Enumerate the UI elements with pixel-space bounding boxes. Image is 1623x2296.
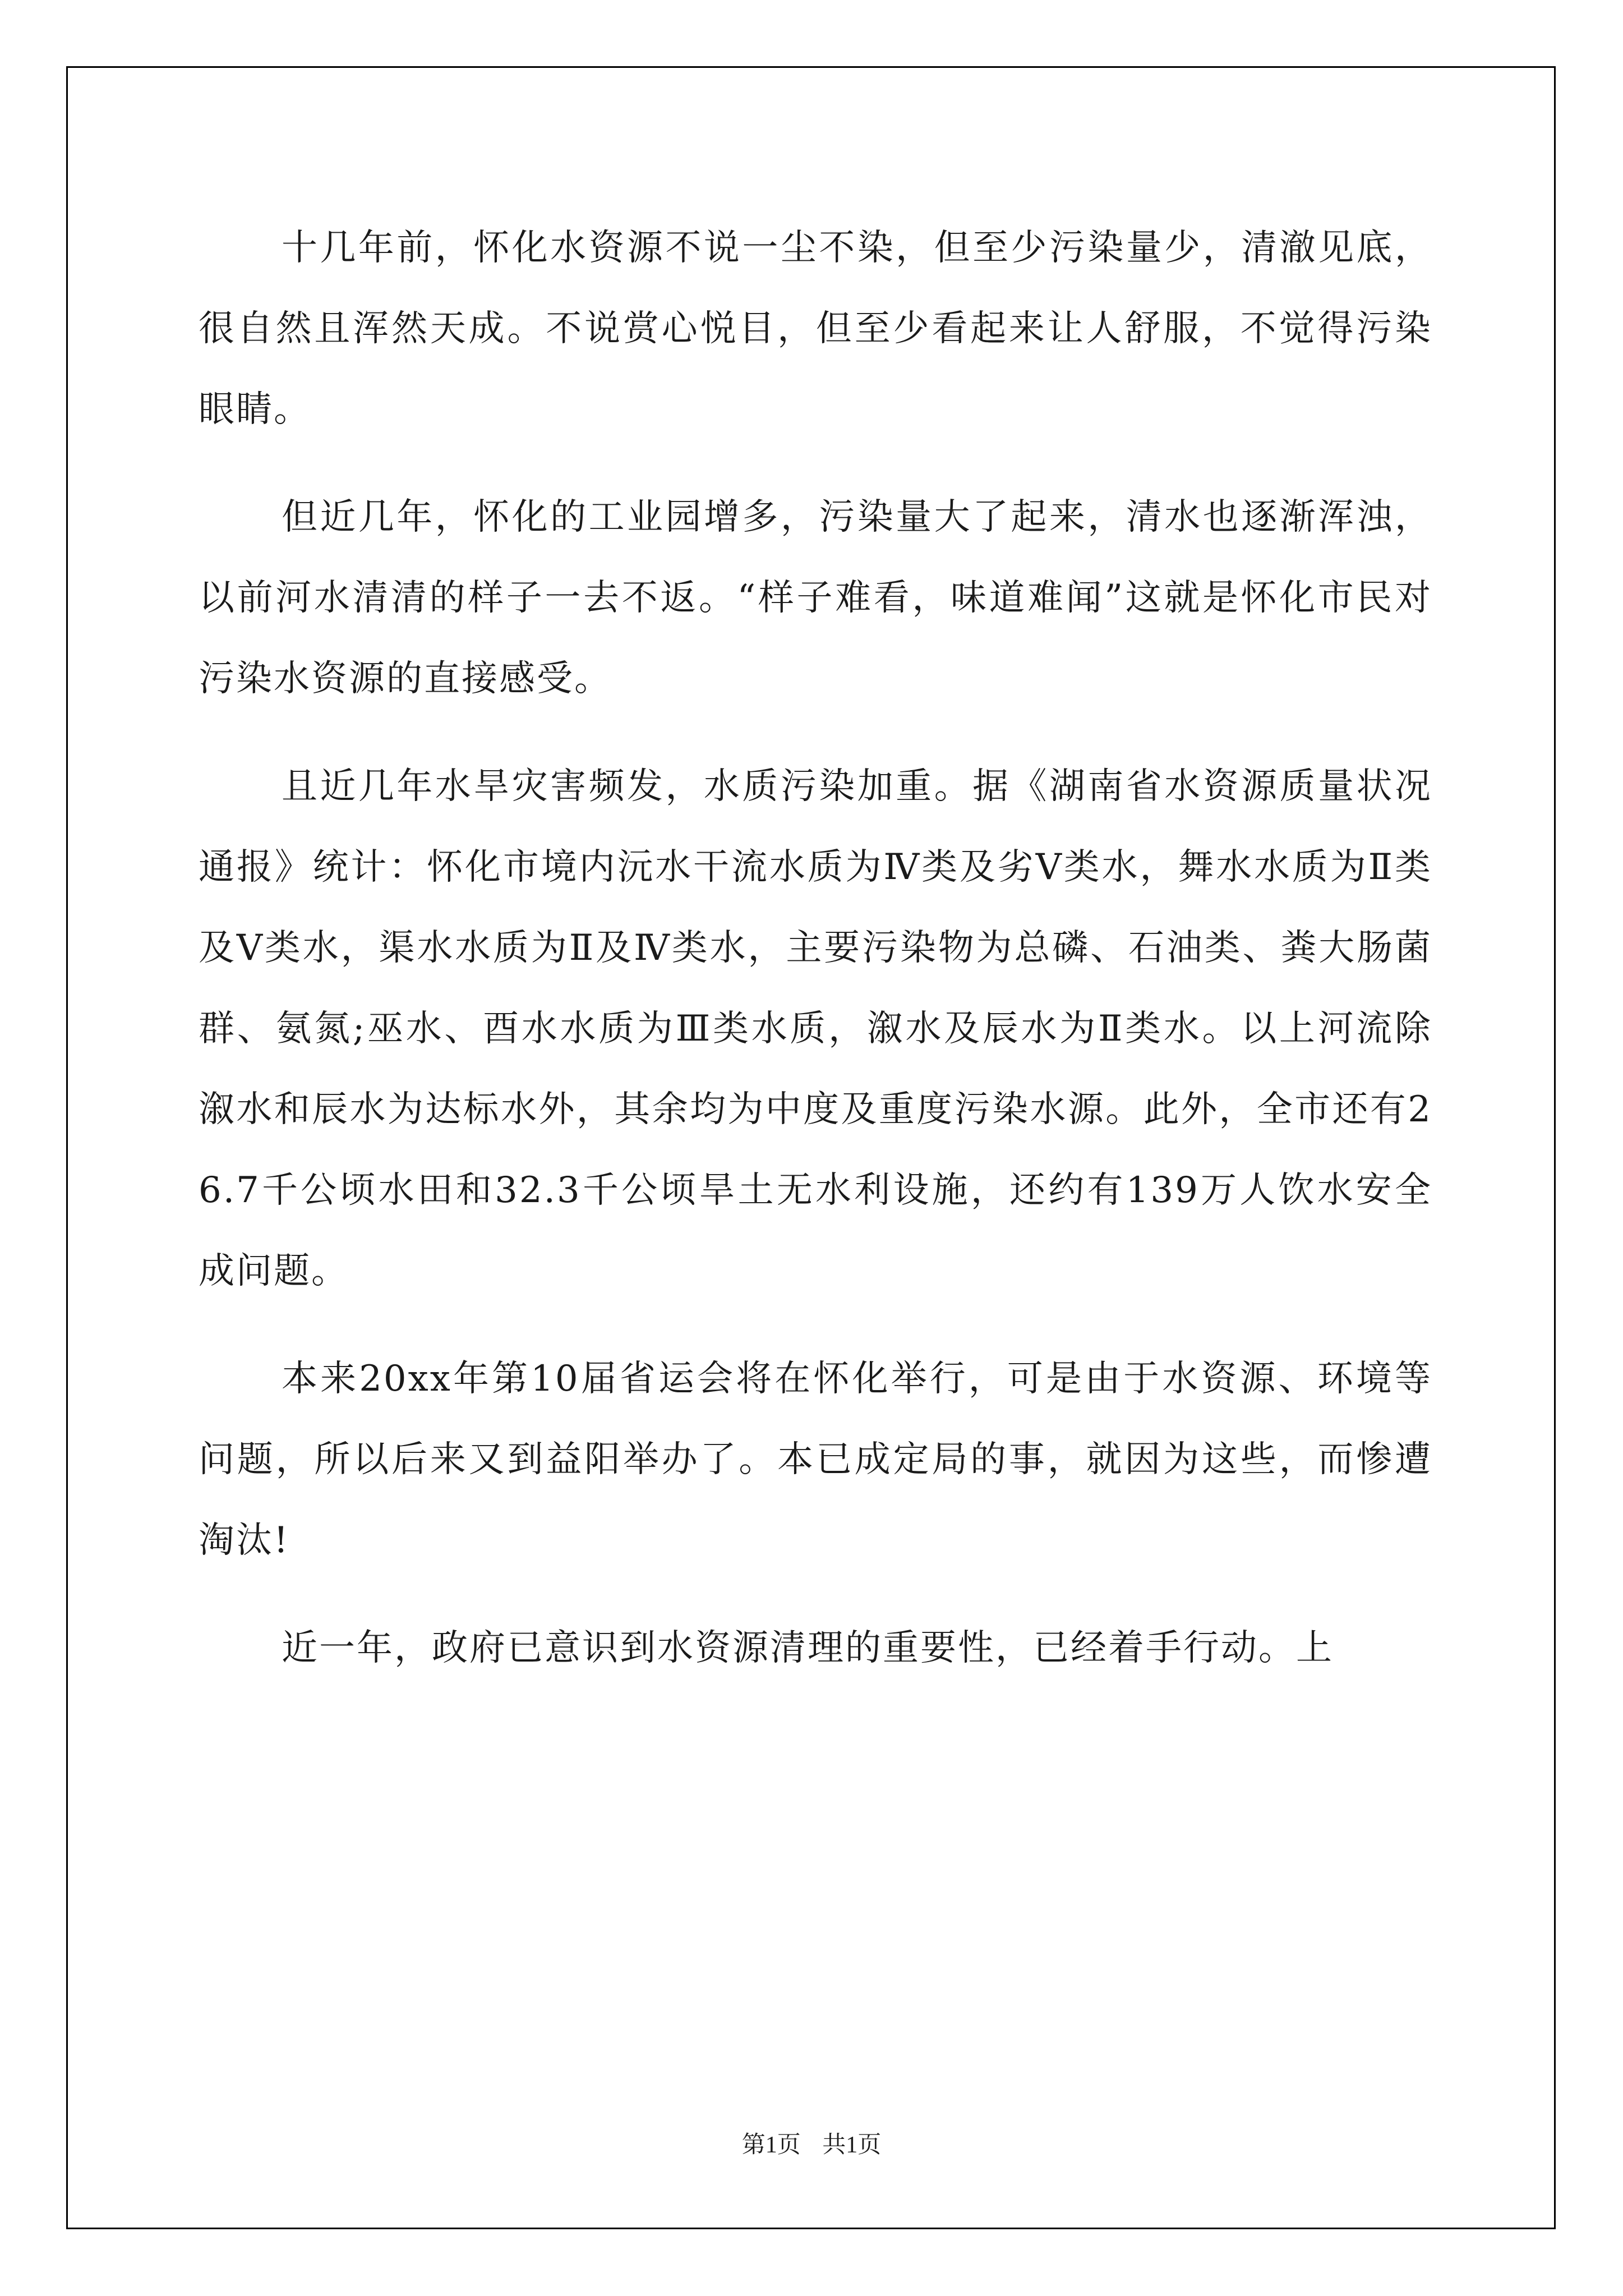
paragraph-1: 十几年前，怀化水资源不说一尘不染，但至少污染量少，清澈见底，很自然且浑然天成。不说赏心悦目，但至少看起来让人舒服，不觉得污染眼睛。 xyxy=(199,227,1432,430)
paragraph-2: 但近几年，怀化的工业园增多，污染量大了起来，清水也逐渐浑浊，以前河水清清的样子一去不返。“样子难看，味道难闻”这就是怀化市民对污染水资源的直接感受。 xyxy=(199,496,1432,700)
document-body xyxy=(199,208,1432,1715)
page-number-total: 共1页 xyxy=(822,2132,882,2158)
paragraph-4: 本来20xx年第10届省运会将在怀化举行，可是由于水资源、环境等问题，所以后来又到益阳举办了。本已成定局的事，就因为这些，而惨遭淘汰! xyxy=(199,1358,1432,1561)
page-number-current: 第1页 xyxy=(741,2132,801,2158)
paragraph-5: 近一年，政府已意识到水资源清理的重要性，已经着手行动。上 xyxy=(282,1627,1334,1669)
page-footer xyxy=(0,2126,1623,2160)
paragraph-3: 且近几年水旱灾害频发，水质污染加重。据《湖南省水资源质量状况通报》统计：怀化市境内沅水干流水质为Ⅳ类及劣Ⅴ类水，舞水水质为Ⅱ类及Ⅴ类水，渠水水质为Ⅱ及Ⅳ类水，主要污染物为总磷、石油类、粪大肠菌群、氨氮;巫水、酉水水质为Ⅲ类水质，溆水及辰水为Ⅱ类水。以上河流除溆水和辰水为达标水外，其余均为中度及重度污染水源。此外，全市还有26.7千公顷水田和32.3千公顷旱土无水利设施，还约有139万人饮水安全成问题。 xyxy=(199,766,1432,1292)
